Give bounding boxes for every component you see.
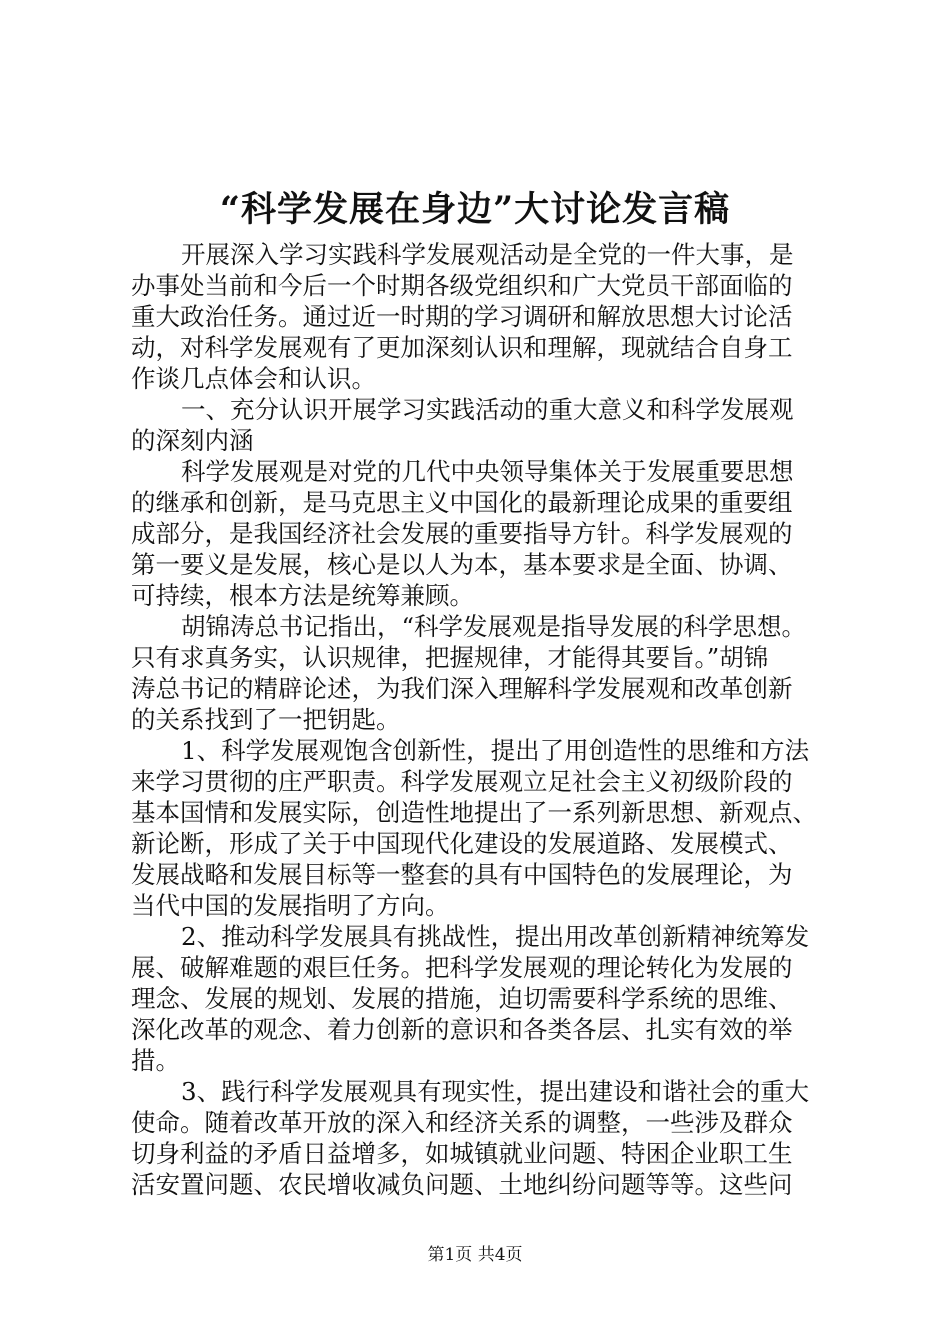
text-line: 发展战略和发展目标等一整套的具有中国特色的发展理论，为	[131, 860, 793, 889]
text-line: 活安置问题、农民增收减负问题、土地纠纷问题等等。这些问	[131, 1170, 793, 1199]
text-line: 基本国情和发展实际，创造性地提出了一系列新思想、新观点、	[131, 798, 817, 827]
text-line: 科学发展观是对党的几代中央领导集体关于发展重要思想	[181, 457, 794, 486]
text-line: 的关系找到了一把钥匙。	[131, 705, 401, 734]
text-line: 2、推动科学发展具有挑战性，提出用改革创新精神统筹发	[181, 922, 810, 951]
text-line: 深化改革的观念、着力创新的意识和各类各层、扎实有效的举	[131, 1015, 793, 1044]
text-line: 第一要义是发展，核心是以人为本，基本要求是全面、协调、	[131, 550, 793, 579]
text-line: 3、践行科学发展观具有现实性，提出建设和谐社会的重大	[181, 1077, 810, 1106]
page-footer: 第1页 共4页	[427, 1245, 523, 1265]
text-line: 的深刻内涵	[131, 426, 254, 455]
text-line: 当代中国的发展指明了方向。	[131, 891, 450, 920]
text-line: 使命。随着改革开放的深入和经济关系的调整，一些涉及群众	[131, 1108, 793, 1137]
text-line: 来学习贯彻的庄严职责。科学发展观立足社会主义初级阶段的	[131, 767, 793, 796]
text-line: 重大政治任务。通过近一时期的学习调研和解放思想大讨论活	[131, 302, 793, 331]
text-line: 的继承和创新，是马克思主义中国化的最新理论成果的重要组	[131, 488, 793, 517]
text-line: 新论断，形成了关于中国现代化建设的发展道路、发展模式、	[131, 829, 793, 858]
text-line: 动，对科学发展观有了更加深刻认识和理解，现就结合自身工	[131, 333, 793, 362]
text-line: 成部分，是我国经济社会发展的重要指导方针。科学发展观的	[131, 519, 793, 548]
text-line: 理念、发展的规划、发展的措施，迫切需要科学系统的思维、	[131, 984, 793, 1013]
text-line: 办事处当前和今后一个时期各级党组织和广大党员干部面临的	[131, 271, 793, 300]
text-line: 只有求真务实，认识规律，把握规律，才能得其要旨。”胡锦	[131, 643, 769, 672]
text-line: 展、破解难题的艰巨任务。把科学发展观的理论转化为发展的	[131, 953, 793, 982]
text-line: 切身利益的矛盾日益增多，如城镇就业问题、特困企业职工生	[131, 1139, 793, 1168]
text-line: 一、充分认识开展学习实践活动的重大意义和科学发展观	[181, 395, 794, 424]
text-line: 可持续，根本方法是统筹兼顾。	[131, 581, 474, 610]
text-line: 开展深入学习实践科学发展观活动是全党的一件大事，是	[181, 240, 794, 269]
text-line: 作谈几点体会和认识。	[131, 364, 376, 393]
text-line: 胡锦涛总书记指出，“科学发展观是指导发展的科学思想。	[181, 612, 807, 641]
text-line: 涛总书记的精辟论述，为我们深入理解科学发展观和改革创新	[131, 674, 793, 703]
document-title: “科学发展在身边”大讨论发言稿	[219, 189, 731, 230]
text-line: 措。	[131, 1046, 180, 1075]
text-line: 1、科学发展观饱含创新性，提出了用创造性的思维和方法	[181, 736, 810, 765]
